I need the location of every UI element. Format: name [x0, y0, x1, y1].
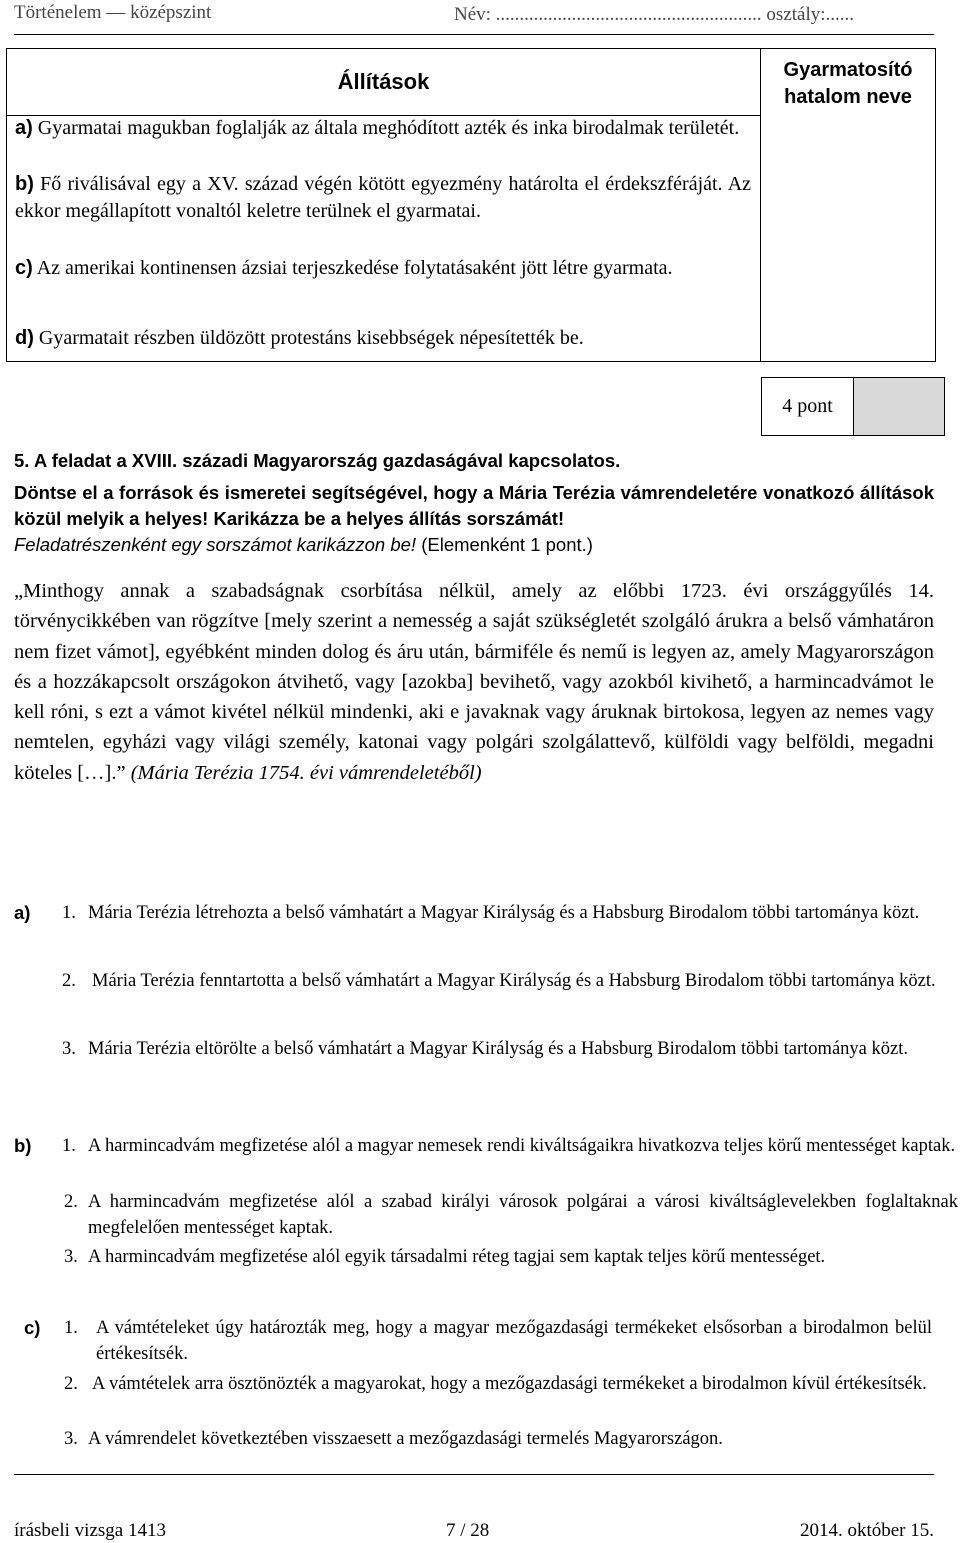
- question-label-a: a): [14, 902, 31, 923]
- option-number[interactable]: 1.: [62, 903, 76, 923]
- question-label-c: c): [24, 1317, 41, 1338]
- statement-label: b): [15, 173, 34, 195]
- option-number[interactable]: 2.: [64, 1192, 78, 1212]
- instruction-bold: Döntse el a források és ismeretei segítségével, hogy a Mária Terézia vámrendeletére vonatkozó állítások közül melyik a helyes! Karikázza be a helyes állítás sorszámát!: [14, 482, 934, 529]
- statement-text: Az amerikai kontinensen ázsiai terjeszkedése folytatásaként jött létre gyarmata.: [36, 257, 673, 279]
- statement-text: Gyarmatait részben üldözött protestáns kisebbségek népesítették be.: [38, 327, 584, 349]
- page-number: 7 / 28: [446, 1520, 490, 1541]
- statement-text: Fő riválisával egy a XV. század végén kötött egyezmény határolta el érdekszféráját. Az ekkor megállapított vonaltól keletre terülnek el gyarmatai.: [15, 173, 752, 222]
- option-number[interactable]: 2.: [62, 971, 76, 991]
- points-label: 4 pont: [782, 395, 833, 417]
- option-number[interactable]: 2.: [64, 1374, 78, 1394]
- option-number[interactable]: 3.: [62, 1039, 76, 1059]
- option-text: A vámtételeket úgy határozták meg, hogy a magyar mezőgazdasági termékeket elsősorban a birodalmon belül értékesítsék.: [96, 1318, 932, 1364]
- option-text: A harmincadvám megfizetése alól a magyar nemesek rendi kiváltságaikra hivatkozva teljes körű mentességet kaptak.: [88, 1136, 956, 1156]
- option-number[interactable]: 3.: [64, 1247, 78, 1267]
- option-number[interactable]: 1.: [64, 1318, 78, 1338]
- quote-text: „Minthogy annak a szabadságnak csorbítása nélkül, amely az előbbi 1723. évi országgyűlés 14. törvénycikkében van rögzítve [mely szerint a nemesség a saját szükségletét szolgáló árukra a belső vámhatáron nem fizet vámot], egyébként minden dolog és áru után, bármiféle és nemű is legyen az, amely Magyarországon és a hozzákapcsolt országokon átvihető, vagy [azokba] bevihető, vagy azokból kivihető, a harmincadvámot le kell róni, s ezt a vámot kivétel nélkül mindenki, aki e javaknak vagy áruknak birtokosa, legyen az nemes vagy nemtelen, egyházi vagy világi személy, katonai vagy polgári szolgálattevő, külföldi vagy belföldi, megadni köteles […].”: [14, 580, 934, 784]
- statement-label: a): [15, 117, 33, 139]
- task-title-text: 5. A feladat a XVIII. századi Magyarország gazdaságával kapcsolatos.: [14, 450, 621, 471]
- option-text: A harmincadvám megfizetése alól a szabad királyi városok polgárai a városi kiváltságlevelekben foglaltaknak megfelelően mentességet kaptak.: [88, 1192, 958, 1238]
- option-number[interactable]: 3.: [64, 1429, 78, 1449]
- option-text: Mária Terézia létrehozta a belső vámhatárt a Magyar Királyság és a Habsburg Birodalom többi tartománya közt.: [88, 903, 920, 923]
- statement-label: c): [15, 257, 33, 279]
- colonizer-header-line2: hatalom neve: [784, 86, 912, 108]
- quote-source: (Mária Terézia 1754. évi vámrendeletéből): [130, 761, 482, 784]
- exam-code: írásbeli vizsga 1413: [14, 1520, 166, 1541]
- instruction-normal: (Elemenként 1 pont.): [421, 534, 593, 555]
- subject-label: Történelem — középszint: [14, 2, 212, 23]
- option-text: A harmincadvám megfizetése alól egyik társadalmi réteg tagjai sem kaptak teljes körű mentességet.: [88, 1247, 826, 1267]
- statement-text: Gyarmatai magukban foglalják az általa meghódított azték és inka birodalmak területét.: [37, 117, 740, 139]
- option-text: Mária Terézia eltörölte a belső vámhatárt a Magyar Királyság és a Habsburg Birodalom többi tartománya közt.: [88, 1039, 908, 1059]
- footer-divider: [14, 1474, 934, 1475]
- option-text: A vámrendelet következtében visszaesett a mezőgazdasági termelés Magyarországon.: [88, 1429, 723, 1449]
- option-text: A vámtételek arra ösztönözték a magyarokat, hogy a mezőgazdasági termékeket a birodalmon kívül értékesítsék.: [92, 1374, 927, 1394]
- question-label-b: b): [14, 1135, 32, 1156]
- statement-label: d): [15, 327, 34, 349]
- table-title: Állítások: [337, 69, 430, 94]
- instruction-italic: Feladatrészenként egy sorszámot karikázzon be!: [14, 534, 417, 555]
- option-text: Mária Terézia fenntartotta a belső vámhatárt a Magyar Királyság és a Habsburg Birodalom többi tartománya közt.: [92, 971, 936, 991]
- option-number[interactable]: 1.: [62, 1136, 76, 1156]
- colonizer-header-line1: Gyarmatosító: [783, 59, 913, 81]
- exam-date: 2014. október 15.: [799, 1520, 934, 1541]
- name-class-field: Név: ........................................................ osztály:......: [454, 4, 855, 25]
